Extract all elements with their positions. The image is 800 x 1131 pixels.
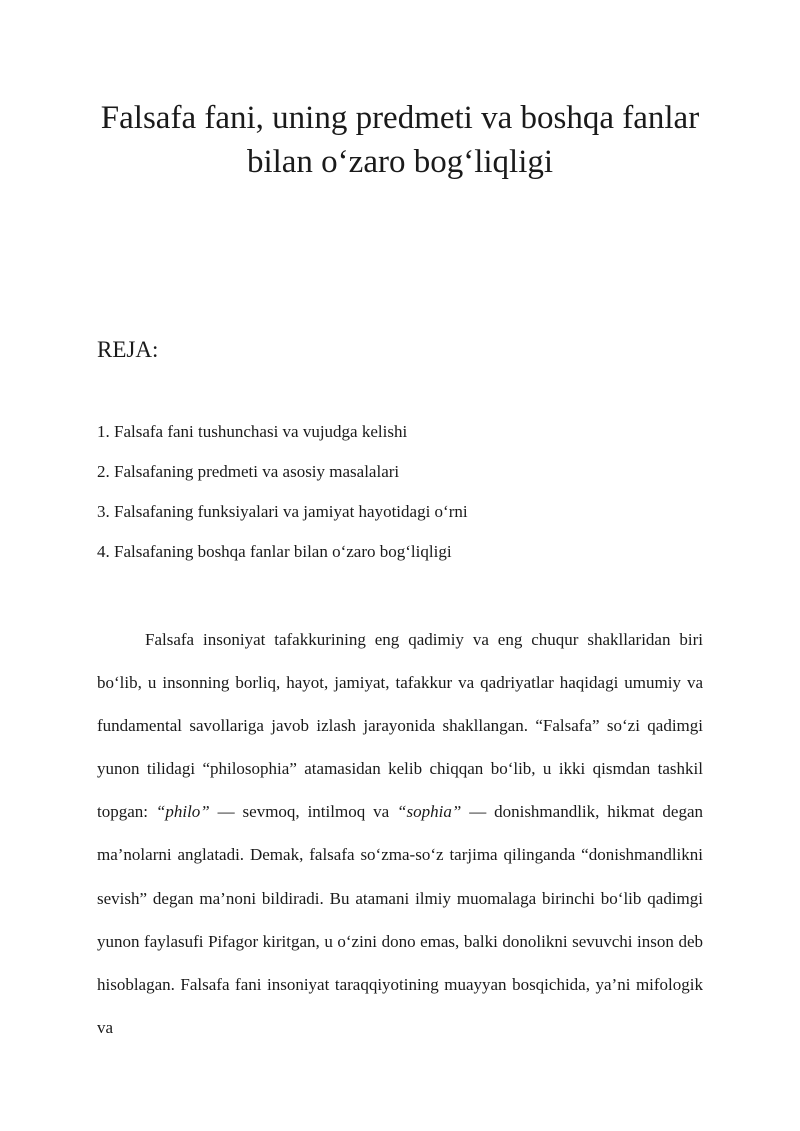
body-paragraph <box>97 618 703 1049</box>
plan-heading: REJA: <box>97 337 159 362</box>
title-line-1: Falsafa fani, uning predmeti va boshqa fanlar <box>100 100 700 136</box>
plan-item: 2. Falsafaning predmeti va asosiy masalalari <box>97 462 400 481</box>
term-philo: “philo” <box>155 802 210 822</box>
title-line-2: bilan o‘zaro bog‘liqligi <box>246 144 554 180</box>
paragraph-text-1: Falsafa insoniyat tafakkurining eng qadimiy va eng chuqur shakllaridan biri bo‘lib, u insonning borliq, hayot, jamiyat, tafakkur va qadriyatlar haqidagi umumiy va fundamental savollariga javob izlash jarayonida shakllangan. “Falsafa” so‘zi qadimgi yunon tilidagi “philosophia” atamasidan kelib chiqqan bo‘lib, u ikki qismdan tashkil topgan: <box>97 630 703 822</box>
plan-item: 4. Falsafaning boshqa fanlar bilan o‘zaro bog‘liqligi <box>97 542 452 561</box>
plan-list <box>97 419 468 579</box>
document-title <box>60 96 740 184</box>
plan-item: 3. Falsafaning funksiyalari va jamiyat hayotidagi o‘rni <box>97 502 468 521</box>
term-sophia: “sophia” <box>397 802 462 822</box>
paragraph-text-2: — sevmoq, intilmoq va <box>209 802 398 822</box>
paragraph-text-3: — donishmandlik, hikmat degan ma’nolarni anglatadi. Demak, falsafa so‘zma-so‘z tarjima qilinganda “donishmandlikni sevish” degan ma’noni bildiradi. Bu atamani ilmiy muomalaga birinchi bo‘lib qadimgi yunon faylasufi Pifagor kiritgan, u o‘zini dono emas, balki donolikni sevuvchi inson deb hisoblagan. Falsafa fani insoniyat taraqqiyotining muayyan bosqichida, ya’ni mifologik va <box>97 802 703 1037</box>
plan-item: 1. Falsafa fani tushunchasi va vujudga kelishi <box>97 422 408 441</box>
